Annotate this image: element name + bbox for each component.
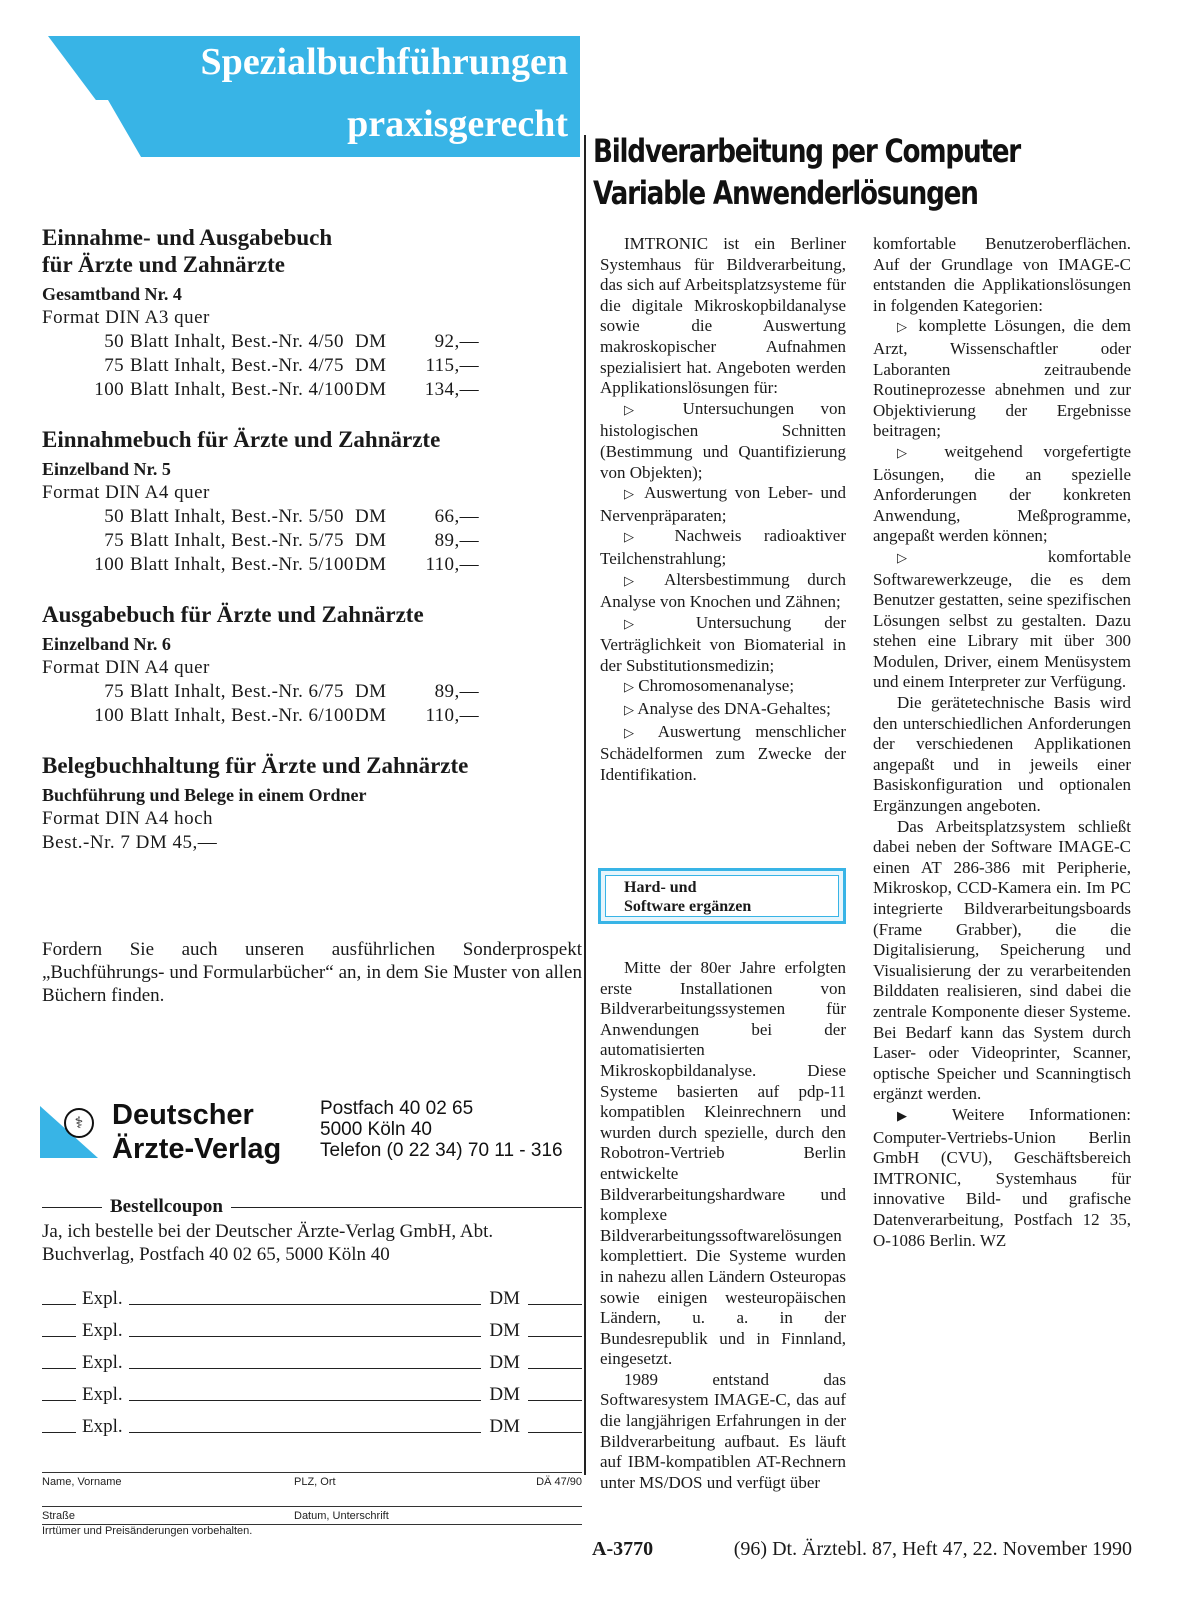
bullet-item — [600, 676, 846, 699]
price-row — [42, 704, 582, 728]
disclaimer-line — [42, 1524, 582, 1537]
price-list — [42, 505, 582, 577]
order-line[interactable] — [42, 1310, 582, 1342]
paragraph — [873, 234, 1131, 316]
title-blank[interactable] — [129, 1303, 482, 1305]
address-line: Postfach 40 02 65 — [320, 1098, 474, 1119]
dm-label: DM — [489, 1288, 520, 1309]
paragraph-text: komplette Lösungen, die dem Arzt, Wissenschaftler oder Laboranten zeitraubende Routineprozesse abnehmen und zur Objektivierung der Ergebnisse beitragen; — [873, 316, 1132, 441]
book-order-number: Best.-Nr. 7 DM 45,— — [42, 832, 218, 853]
paragraph-text: Auswertung menschlicher Schädelformen zum Zwecke der Identifikation. — [600, 721, 846, 784]
bullet-item — [873, 547, 1131, 693]
price-amt: 115,— — [425, 355, 479, 376]
price-qty: 100 — [94, 379, 124, 400]
coupon-code: DÄ 47/90 — [536, 1476, 582, 1488]
caduceus-icon: ⚕ — [64, 1108, 94, 1138]
disclaimer: Irrtümer und Preisänderungen vorbehalten. — [42, 1525, 253, 1537]
paragraph-text: komfortable Softwarewerkzeuge, die es dem Benutzer gestatten, seine spezifischen Lösungen selbst zu gestalten. Dazu stehen eine Library mit über 300 Modulen, Driver, einem Menüsystem und einem Interpreter zur Verfügung. — [873, 546, 1131, 692]
book-band: Gesamtband Nr. 4 — [42, 284, 182, 304]
phone-line: Telefon (0 22 34) 70 11 - 316 — [320, 1140, 563, 1161]
book-band: Buchführung und Belege in einem Ordner — [42, 785, 367, 805]
price-qty: 100 — [94, 705, 124, 726]
banner-title: Spezialbuchführungen — [200, 41, 568, 83]
divider — [42, 1207, 102, 1208]
paragraph — [873, 1105, 1131, 1251]
banner-subtitle: praxisgerecht — [347, 103, 568, 145]
paragraph-text: Mitte der 80er Jahre erfolgten erste Installationen von Bildverarbeitungssystemen für Anwendungen bei der automatisierten Mikroskopbildanalyse. Diese Systeme basierten auf pdp-11 kompatiblen Kleinrechnern und wurden durch spezielle, durch den Robotron-Vertrieb Berlin entwickelte Bildverarbeitungshardware und komplexe Bildverarbeitungssoftwarelösungen komplettiert. Die Systeme wurden in nahezu allen Ländern Osteuropas sowie einigen westeuropäischen Ländern, u. a. in der Bundesrepublik und in Finnland, eingesetzt. — [600, 958, 846, 1369]
paragraph-text: Chromosomenanalyse; — [638, 676, 795, 696]
price-blank[interactable] — [528, 1303, 582, 1305]
paragraph — [600, 234, 846, 399]
paragraph-text: Analyse des DNA-Gehaltes; — [637, 699, 831, 719]
paragraph-text: 1989 entstand das Softwaresystem IMAGE-C, das auf die langjährigen Erfahrungen in der Bildverarbeitung aufbaut. Es läuft auf IBM-kompatiblen AT-Rechnern unter MS/DOS und verfügt über — [600, 1369, 846, 1492]
price-row — [42, 330, 582, 354]
order-line[interactable] — [42, 1374, 582, 1406]
paragraph — [600, 1370, 846, 1494]
price-qty: 100 — [94, 554, 124, 575]
price-dm: DM — [355, 379, 387, 400]
article-title-line2: Variable Anwenderlösungen — [593, 174, 978, 212]
paragraph — [600, 958, 846, 1370]
bullet-triangle-icon: ▷ — [897, 320, 911, 336]
coupon-heading — [42, 1196, 582, 1218]
book-format: Format DIN A3 quer — [42, 307, 210, 328]
article-title — [593, 130, 1052, 214]
order-line[interactable] — [42, 1342, 582, 1374]
price-qty: 50 — [104, 331, 124, 352]
price-dm: DM — [355, 681, 387, 702]
price-dm: DM — [355, 506, 387, 527]
price-blank[interactable] — [528, 1335, 582, 1337]
page-number: A-3770 — [592, 1538, 654, 1560]
price-list — [42, 680, 582, 728]
street-label: Straße — [42, 1510, 76, 1522]
article-column-1-continued — [600, 958, 846, 1493]
paragraph-text: weitgehend vorgefertigte Lösungen, die an spezielle Anforderungen der konkreten Anwendung, Meßprogramme, angepaßt werden können; — [873, 441, 1132, 546]
price-blank[interactable] — [528, 1399, 582, 1401]
signature-label: Datum, Unterschrift — [294, 1510, 389, 1522]
book-entry-3 — [42, 601, 582, 728]
price-desc: Blatt Inhalt, Best.-Nr. 5/75 — [130, 530, 344, 551]
bullet-triangle-icon: ▷ — [897, 550, 976, 566]
price-desc: Blatt Inhalt, Best.-Nr. 4/100 — [130, 379, 354, 400]
title-blank[interactable] — [129, 1399, 482, 1401]
expl-label: Expl. — [82, 1320, 123, 1341]
coupon-title: Bestellcoupon — [110, 1196, 223, 1217]
publisher-name-line1: Deutscher — [112, 1099, 254, 1131]
price-desc: Blatt Inhalt, Best.-Nr. 6/75 — [130, 681, 344, 702]
price-row — [42, 354, 582, 378]
paragraph-text: komfortable Benutzeroberflächen. Auf der Grundlage von IMAGE-C entstanden die Applikationslösungen in folgenden Kategorien: — [873, 234, 1131, 315]
bullet-item — [600, 399, 846, 483]
order-lines — [42, 1278, 582, 1438]
column-divider — [584, 135, 586, 1475]
paragraph-text: Die gerätetechnische Basis wird den unterschiedlichen Anforderungen der verschiedenen Applikationen angepaßt und in jeweils einer Basiskonfiguration und optionalen Ergänzungen angeboten. — [873, 693, 1131, 816]
publisher-name-line2: Ärzte-Verlag — [112, 1133, 282, 1165]
subheading-box-inner — [605, 875, 839, 917]
name-label: Name, Vorname — [42, 1476, 122, 1488]
price-amt: 66,— — [434, 506, 479, 527]
bullet-item — [873, 316, 1131, 442]
coupon-text: Ja, ich bestelle bei der Deutscher Ärzte-Verlag GmbH, Abt. Buchverlag, Postfach 40 02 65, 5000 Köln 40 — [42, 1221, 494, 1265]
bullet-triangle-icon: ▷ — [624, 616, 663, 632]
title-blank[interactable] — [129, 1335, 482, 1337]
quantity-blank[interactable] — [42, 1431, 76, 1433]
article-title-line1: Bildverarbeitung per Computer — [593, 132, 1021, 170]
bullet-item — [600, 613, 846, 677]
price-desc: Blatt Inhalt, Best.-Nr. 5/100 — [130, 554, 354, 575]
price-amt: 92,— — [434, 331, 479, 352]
issue-info: (96) Dt. Ärztebl. 87, Heft 47, 22. November 1990 — [733, 1538, 1132, 1560]
paragraph-text: Altersbestimmung durch Analyse von Knochen und Zähnen; — [600, 569, 846, 612]
price-dm: DM — [355, 331, 387, 352]
bullet-item — [600, 722, 846, 786]
book-entry-2 — [42, 426, 582, 577]
order-line[interactable] — [42, 1278, 582, 1310]
subheading-line2: Software ergänzen — [624, 898, 752, 915]
expl-label: Expl. — [82, 1352, 123, 1373]
price-row — [42, 529, 582, 553]
address-line: 5000 Köln 40 — [320, 1119, 432, 1140]
paragraph — [873, 817, 1131, 1105]
price-dm: DM — [355, 355, 387, 376]
subheading-box — [598, 868, 846, 924]
bullet-triangle-icon: ▷ — [624, 725, 645, 741]
info-arrow-icon: ▶ — [897, 1108, 928, 1124]
bullet-triangle-icon: ▷ — [624, 573, 648, 589]
book-format: Format DIN A4 quer — [42, 657, 210, 678]
book-format: Format DIN A4 quer — [42, 482, 210, 503]
publisher-address — [320, 1098, 563, 1161]
price-desc: Blatt Inhalt, Best.-Nr. 4/50 — [130, 331, 344, 352]
price-row — [42, 378, 582, 402]
order-line[interactable] — [42, 1406, 582, 1438]
page-footer — [592, 1538, 1132, 1561]
form-line-name[interactable] — [42, 1472, 582, 1488]
bullet-triangle-icon: ▷ — [624, 487, 638, 503]
paragraph-text: Das Arbeitsplatzsystem schließt dabei neben der Software IMAGE-C einen AT 286-386 mit Peripherie, Mikroskop, CCD-Kamera ein. Im PC integrierte Bildverarbeitungsboards (Frame Grabber), die die Digitalisierung, Speicherung und Visualisierung der zu verarbeitenden Bilddaten realisieren, sind dabei die zentrale Komponente dieser Systeme. Bei Bedarf kann das System durch Laser- oder Videoprinter, Scanner, optische Speicher und Scanningtisch ergänzt werden. — [873, 816, 1131, 1104]
article-column-2 — [873, 234, 1131, 1251]
price-dm: DM — [355, 554, 387, 575]
price-blank[interactable] — [528, 1367, 582, 1369]
paragraph-text: Nachweis radioaktiver Teilchenstrahlung; — [600, 526, 846, 568]
brochure-note: Fordern Sie auch unseren ausführlichen Sonderprospekt „Buchführungs- und Formularbücher“ an, in dem Sie Muster von allen Büchern finden. — [42, 939, 582, 1006]
price-row — [42, 553, 582, 577]
price-desc: Blatt Inhalt, Best.-Nr. 5/50 — [130, 506, 344, 527]
dm-label: DM — [489, 1320, 520, 1341]
dm-label: DM — [489, 1384, 520, 1405]
price-amt: 89,— — [434, 681, 479, 702]
expl-label: Expl. — [82, 1416, 123, 1437]
price-amt: 110,— — [425, 554, 479, 575]
paragraph-text: Weitere Informationen: Computer-Vertriebs-Union Berlin GmbH (CVU), Geschäftsbereich IMTRONIC, Systemhaus für innovative Bild- und grafische Datenverarbeitung, Postfach 12 35, O-1086 Berlin. WZ — [873, 1104, 1131, 1250]
paragraph-text: Untersuchung der Verträglichkeit von Biomaterial in der Substitutionsmedizin; — [600, 612, 847, 675]
paragraph-text: Auswertung von Leber- und Nervenpräparaten; — [600, 483, 846, 525]
price-qty: 50 — [104, 506, 124, 527]
article-column-1 — [600, 234, 846, 785]
bullet-item — [600, 699, 846, 722]
paragraph-text: Untersuchungen von histologischen Schnitten (Bestimmung und Quantifizierung von Objekten); — [600, 398, 847, 482]
expl-label: Expl. — [82, 1384, 123, 1405]
price-row — [42, 505, 582, 529]
publisher-name — [112, 1098, 281, 1166]
paragraph — [873, 693, 1131, 817]
quantity-blank[interactable] — [42, 1303, 76, 1305]
bullet-item — [600, 570, 846, 613]
book-title: Belegbuchhaltung für Ärzte und Zahnärzte — [42, 753, 469, 778]
form-line-street[interactable] — [42, 1506, 582, 1522]
bullet-triangle-icon: ▷ — [624, 703, 634, 719]
quantity-blank[interactable] — [42, 1367, 76, 1369]
bullet-item — [600, 526, 846, 569]
price-amt: 134,— — [424, 379, 479, 400]
quantity-blank[interactable] — [42, 1335, 76, 1337]
price-qty: 75 — [104, 681, 124, 702]
price-desc: Blatt Inhalt, Best.-Nr. 4/75 — [130, 355, 344, 376]
bullet-triangle-icon: ▷ — [624, 680, 634, 696]
book-title-line2: für Ärzte und Zahnärzte — [42, 252, 285, 277]
dm-label: DM — [489, 1416, 520, 1437]
book-band: Einzelband Nr. 6 — [42, 634, 171, 654]
bullet-triangle-icon: ▷ — [897, 445, 924, 461]
book-title: Einnahme- und Ausgabebuch — [42, 225, 333, 250]
divider — [231, 1207, 582, 1208]
price-blank[interactable] — [528, 1431, 582, 1433]
bullet-item — [600, 483, 846, 526]
book-entry-1 — [42, 224, 582, 402]
book-format: Format DIN A4 hoch — [42, 808, 214, 829]
price-row — [42, 680, 582, 704]
price-amt: 89,— — [434, 530, 479, 551]
book-band: Einzelband Nr. 5 — [42, 459, 171, 479]
title-blank[interactable] — [129, 1431, 482, 1433]
price-list — [42, 330, 582, 402]
paragraph-text: IMTRONIC ist ein Berliner Systemhaus für Bildverarbeitung, das sich auf Arbeitsplatzsysteme für die digitale Mikroskopbildanalyse sowie die Auswertung makroskopischer Aufnahmen spezialisiert hat. Angeboten werden Applikationslösungen für: — [600, 234, 846, 398]
price-qty: 75 — [104, 355, 124, 376]
title-blank[interactable] — [129, 1367, 482, 1369]
expl-label: Expl. — [82, 1288, 123, 1309]
price-qty: 75 — [104, 530, 124, 551]
book-title: Einnahmebuch für Ärzte und Zahnärzte — [42, 427, 441, 452]
price-desc: Blatt Inhalt, Best.-Nr. 6/100 — [130, 705, 354, 726]
price-dm: DM — [355, 530, 387, 551]
dm-label: DM — [489, 1352, 520, 1373]
book-entry-4 — [42, 752, 582, 855]
subheading-line1: Hard- und — [624, 879, 697, 896]
book-list — [42, 224, 582, 879]
bullet-triangle-icon: ▷ — [624, 530, 653, 546]
bullet-item — [873, 442, 1131, 547]
bullet-triangle-icon: ▷ — [624, 402, 657, 418]
price-dm: DM — [355, 705, 387, 726]
book-title: Ausgabebuch für Ärzte und Zahnärzte — [42, 602, 424, 627]
plz-label: PLZ, Ort — [294, 1476, 336, 1488]
price-amt: 110,— — [425, 705, 479, 726]
quantity-blank[interactable] — [42, 1399, 76, 1401]
